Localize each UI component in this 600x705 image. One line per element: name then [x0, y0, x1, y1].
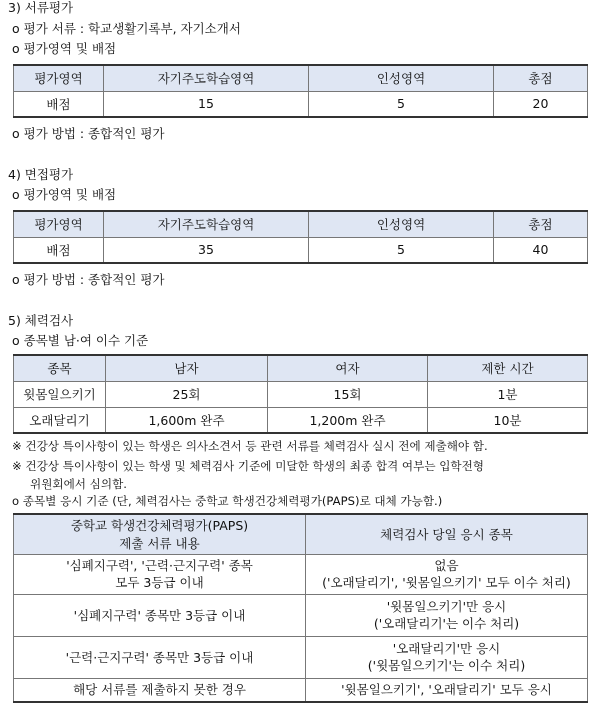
table-cell: 오래달리기: [14, 407, 106, 433]
table-cell: 배점: [14, 91, 104, 117]
table-row: [14, 407, 588, 433]
table-header: 여자: [268, 355, 428, 381]
paps-cell-text: '윗몸일으키기'만 응시: [386, 599, 507, 614]
section-4-method: o 평가 방법 : 종합적인 평가: [12, 272, 165, 287]
table-cell: '근력·근지구력' 종목만 3등급 이내: [14, 636, 306, 678]
section-4-score-table: [13, 210, 588, 264]
table-header: 인성영역: [309, 211, 494, 237]
table-cell: 1분: [428, 381, 588, 407]
table-header: 제한 시간: [428, 355, 588, 381]
table-cell: 15회: [268, 381, 428, 407]
table-cell: 해당 서류를 제출하지 못한 경우: [14, 678, 306, 702]
paps-cell-text: '심폐지구력', '근력·근지구력' 종목: [66, 558, 253, 573]
section-3-method: o 평가 방법 : 종합적인 평가: [12, 126, 165, 141]
table-cell: 배점: [14, 237, 104, 263]
table-cell: 10분: [428, 407, 588, 433]
table-cell: 25회: [106, 381, 268, 407]
section-5-title: 5) 체력검사: [8, 313, 74, 328]
paps-cell-text: '오래달리기'만 응시: [392, 641, 501, 656]
paps-cell-text: 모두 3등급 이내: [115, 575, 204, 590]
table-cell: '심폐지구력' 종목만 3등급 이내: [14, 594, 306, 636]
table-header: 남자: [106, 355, 268, 381]
table-cell: 5: [309, 237, 494, 263]
health-note-2: ※ 건강상 특이사항이 있는 학생 및 체력검사 기준에 미달한 학생의 최종 합격 여부는 입학전형: [12, 459, 485, 473]
section-4-bullet-areas: o 평가영역 및 배점: [12, 187, 117, 202]
section-5-bullet-paps: o 종목별 응시 기준 (단, 체력검사는 중학교 학생건강체력평가(PAPS)로 대체 가능함.): [12, 494, 443, 508]
table-header: [14, 514, 306, 554]
health-note-1: ※ 건강상 특이사항이 있는 학생은 의사소견서 등 관련 서류를 체력검사 실시 전에 제출해야 함.: [12, 439, 488, 453]
table-cell: [306, 594, 588, 636]
table-row: [14, 594, 588, 636]
section-3-bullet-docs: o 평가 서류 : 학교생활기록부, 자기소개서: [12, 21, 241, 36]
paps-header-left-line1: 중학교 학생건강체력평가(PAPS): [70, 518, 249, 534]
table-cell: 1,600m 완주: [106, 407, 268, 433]
table-cell: '윗몸일으키기', '오래달리기' 모두 응시: [306, 678, 588, 702]
table-cell: 5: [309, 91, 494, 117]
paps-header-left-line2: 제출 서류 내용: [119, 536, 200, 552]
table-cell: 35: [104, 237, 309, 263]
table-header: 인성영역: [309, 65, 494, 91]
table-row: [14, 678, 588, 702]
table-cell: 15: [104, 91, 309, 117]
fitness-standard-table: [13, 354, 588, 434]
section-3-title: 3) 서류평가: [8, 0, 74, 15]
table-cell: [306, 554, 588, 594]
table-header: 평가영역: [14, 65, 104, 91]
table-cell: 윗몸일으키기: [14, 381, 106, 407]
table-cell: 1,200m 완주: [268, 407, 428, 433]
table-row: [14, 381, 588, 407]
table-header: 총점: [494, 65, 588, 91]
section-5-bullet-standards: o 종목별 남·여 이수 기준: [12, 333, 149, 348]
table-cell: [306, 636, 588, 678]
table-cell: 40: [494, 237, 588, 263]
table-header: 체력검사 당일 응시 종목: [306, 514, 588, 554]
paps-cell-text: ('오래달리기', '윗몸일으키기' 모두 이수 처리): [322, 575, 571, 590]
section-3-score-table: [13, 64, 588, 118]
table-row: [14, 554, 588, 594]
table-header: 평가영역: [14, 211, 104, 237]
section-4-title: 4) 면접평가: [8, 167, 74, 182]
paps-table: [13, 513, 588, 703]
paps-cell-text: ('윗몸일으키기'는 이수 처리): [367, 658, 526, 673]
paps-cell-text: 없음: [434, 558, 459, 573]
paps-cell-text: ('오래달리기'는 이수 처리): [373, 616, 520, 631]
table-header: 총점: [494, 211, 588, 237]
table-cell: [14, 554, 306, 594]
table-header: 자기주도학습영역: [104, 65, 309, 91]
table-header: 종목: [14, 355, 106, 381]
table-row: [14, 636, 588, 678]
table-header: 자기주도학습영역: [104, 211, 309, 237]
section-3-bullet-areas: o 평가영역 및 배점: [12, 41, 117, 56]
health-note-2-cont: 위원회에서 심의함.: [30, 477, 127, 491]
table-cell: 20: [494, 91, 588, 117]
